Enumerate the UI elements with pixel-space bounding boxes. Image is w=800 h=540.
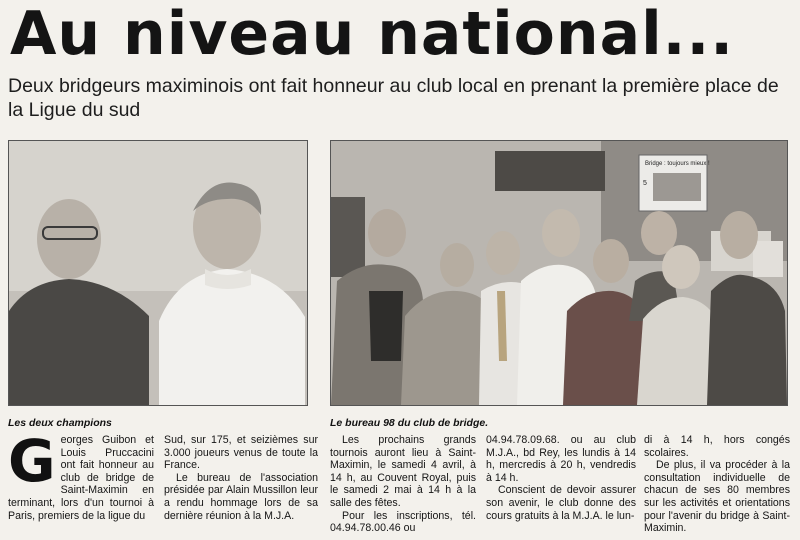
deck-subtitle: Deux bridgeurs maximinois ont fait honneur au club local en prenant la première place de la Ligue du sud — [8, 75, 779, 121]
photo-club-board — [330, 140, 788, 406]
body-col4-paragraph-2: Conscient de devoir assurer son avenir, le club donne des cours gratuits à la M.J.A. le lun- — [486, 484, 636, 522]
body-column-3 — [330, 434, 476, 535]
body-col1-text: eorges Guibon et Louis Pruccacini ont fait honneur au club de bridge de Saint-Maximin en terminant, lors d'un tournoi à Paris, premiers de la ligue du — [8, 434, 154, 522]
dropcap-letter: G — [8, 427, 56, 495]
body-col5-paragraph-1: di à 14 h, hors congés scolaires. — [644, 434, 790, 459]
body-column-5 — [644, 434, 790, 535]
body-col3-paragraph-1: Les prochains grands tournois auront lieu à Saint-Maximin, le samedi 4 avril, à 14 h, au Couvent Royal, puis le samedi 2 mai à 14 h à la salle des fêtes. — [330, 434, 476, 509]
headline: Au niveau national... — [10, 0, 735, 69]
body-col2-paragraph-1: Sud, sur 175, et seizièmes sur 3.000 joueurs venus de toute la France. — [164, 434, 318, 472]
photo-caption-champions: Les deux champions — [8, 417, 112, 429]
body-column-4 — [486, 434, 636, 522]
body-column-1 — [8, 427, 154, 522]
photo-two-champions-drawing — [9, 141, 307, 405]
body-col2-paragraph-2: Le bureau de l'association présidée par Alain Mussillon leur a rendu hommage lors de sa dernière réunion à la M.J.A. — [164, 471, 318, 522]
poster-number: 5 — [643, 180, 647, 187]
photo-club-board-drawing — [331, 141, 787, 405]
photo-two-champions — [8, 140, 308, 406]
photo-caption-bureau: Le bureau 98 du club de bridge. — [330, 417, 489, 429]
body-column-2 — [164, 434, 318, 522]
body-col4-paragraph-1: 04.94.78.09.68. ou au club M.J.A., bd Rey, les lundis à 14 h, mercredis à 20 h, vendredis à 14 h. — [486, 434, 636, 484]
body-col3-paragraph-2: Pour les inscriptions, tél. 04.94.78.00.46 ou — [330, 509, 476, 535]
body-col5-paragraph-2: De plus, il va procéder à la consultation individuelle de chacun de ses 80 membres sur les activités et orientations pour l'avenir du bridge à Saint-Maximin. — [644, 459, 790, 535]
poster-title: Bridge : toujours mieux ! — [645, 161, 710, 167]
